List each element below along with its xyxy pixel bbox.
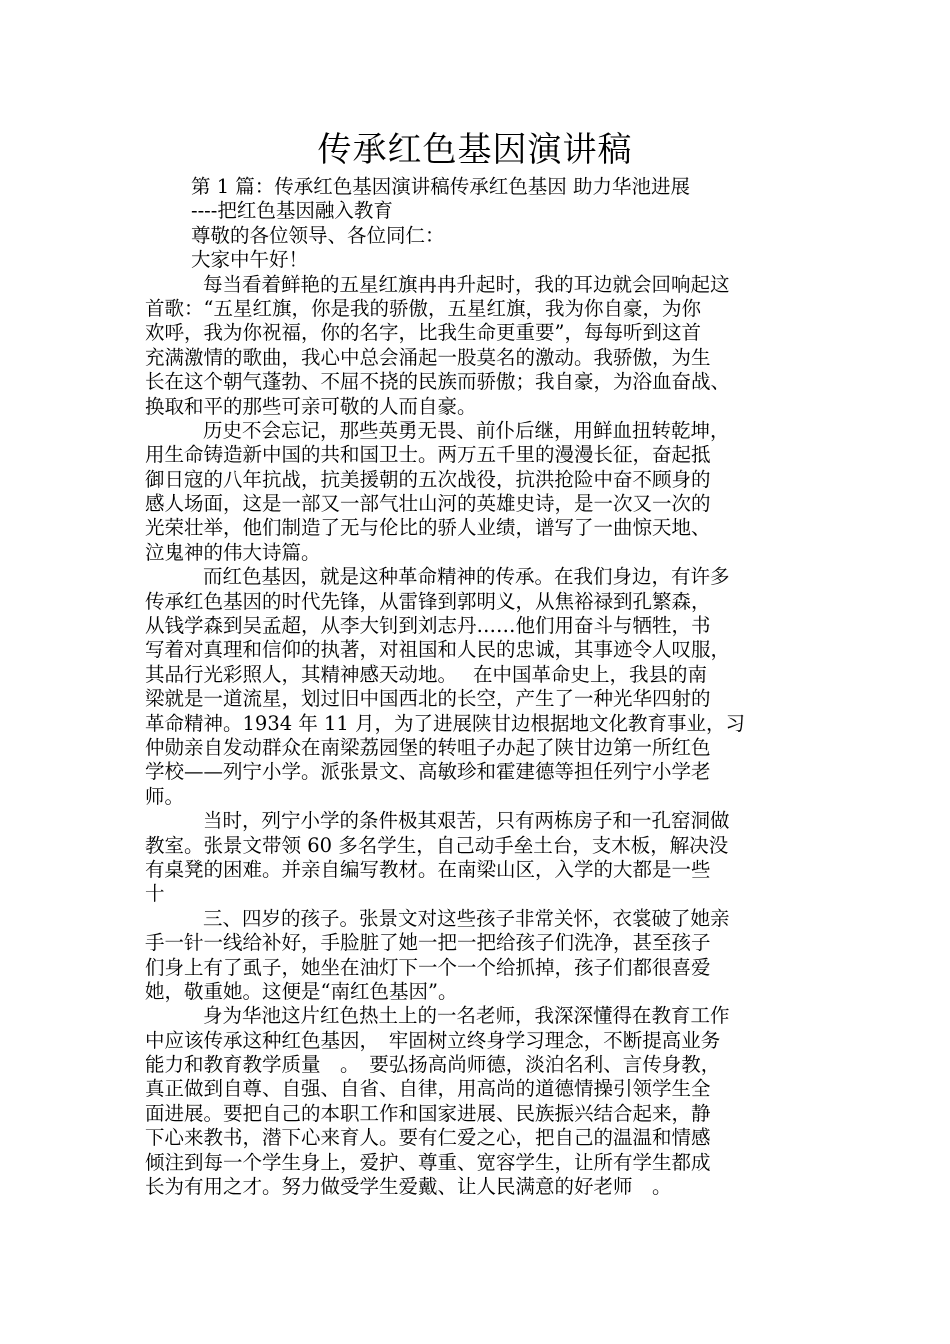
text-line: 传承红色基因的时代先锋，从雷锋到郭明义，从焦裕禄到孔繁森，	[145, 589, 711, 613]
text-line: 用生命铸造新中国的共和国卫士。两万五千里的漫漫长征，奋起抵	[145, 443, 711, 467]
text-line: 换取和平的那些可亲可敬的人而自豪。	[145, 394, 477, 418]
text-line: 革命精神。1934 年 11 月，为了进展陕甘边根据地文化教育事业，习	[145, 711, 746, 735]
document-title: 传承红色基因演讲稿	[317, 130, 633, 170]
text-line: 真正做到自尊、自强、自省、自律，用高尚的道德情操引领学生全	[145, 1077, 711, 1101]
text-line: 长在这个朝气蓬勃、不屈不挠的民族而骄傲；我自豪，为浴血奋战、	[145, 370, 731, 394]
text-line: 感人场面，这是一部又一部气壮山河的英雄史诗，是一次又一次的	[145, 492, 711, 516]
text-line: 能力和教育教学质量 。 要弘扬高尚师德，淡泊名利、言传身教，	[145, 1053, 721, 1077]
text-line: 师。	[145, 784, 185, 808]
text-line: 下心来教书，潜下心来育人。要有仁爱之心，把自己的温温和情感	[145, 1126, 711, 1150]
text-line: 学校——列宁小学。派张景文、高敏珍和霍建德等担任列宁小学老	[145, 760, 711, 784]
text-line: 第 1 篇：传承红色基因演讲稿传承红色基因 助力华池进展	[191, 175, 691, 198]
text-line: 她，敬重她。这便是“南红色基因”。	[145, 979, 458, 1003]
text-line: 有桌凳的困难。并亲自编写教材。在南梁山区，入学的大都是一些	[145, 857, 711, 881]
text-line: 手一针一线给补好，手脸脏了她一把一把给孩子们洗净，甚至孩子	[145, 931, 711, 955]
text-line: 梁就是一道流星，划过旧中国西北的长空，产生了一种光华四射的	[145, 687, 711, 711]
text-line: 三、四岁的孩子。张景文对这些孩子非常关怀，衣裳破了她亲	[203, 906, 730, 930]
text-line: 其品行光彩照人，其精神感天动地。 在中国革命史上，我县的南	[145, 662, 707, 686]
text-line: 中应该传承这种红色基因， 牢固树立终身学习理念，不断提高业务	[145, 1028, 721, 1052]
text-line: 尊敬的各位领导、各位同仁：	[191, 223, 445, 247]
text-line: 身为华池这片红色热土上的一名老师，我深深懂得在教育工作	[203, 1004, 730, 1028]
text-line: 每当看着鲜艳的五星红旗冉冉升起时，我的耳边就会回响起这	[203, 272, 730, 296]
text-line: 泣鬼神的伟大诗篇。	[145, 540, 321, 564]
text-line: 仲勋亲自发动群众在南梁荔园堡的转咀子办起了陕甘边第一所红色	[145, 735, 711, 759]
text-line: 首歌：“五星红旗，你是我的骄傲，五星红旗，我为你自豪，为你	[145, 296, 701, 320]
text-line: 充满激情的歌曲，我心中总会涌起一股莫名的激动。我骄傲，为生	[145, 345, 711, 369]
text-line: 十	[145, 882, 165, 906]
text-line: 长为有用之才。努力做受学生爱戴、让人民满意的好老师 。	[145, 1175, 672, 1199]
text-line: 而红色基因，就是这种革命精神的传承。在我们身边，有许多	[203, 565, 730, 589]
text-line: 御日寇的八年抗战，抗美援朝的五次战役，抗洪抢险中奋不顾身的	[145, 467, 711, 491]
text-line: 面进展。要把自己的本职工作和国家进展、民族振兴结合起来，静	[145, 1101, 711, 1125]
text-line: 倾注到每一个学生身上，爱护、尊重、宽容学生，让所有学生都成	[145, 1150, 711, 1174]
text-line: 从钱学森到吴孟超，从李大钊到刘志丹……他们用奋斗与牺牲，书	[145, 614, 711, 638]
document-body	[145, 175, 835, 1199]
text-line: 当时，列宁小学的条件极其艰苦，只有两栋房子和一孔窑洞做	[203, 809, 730, 833]
text-line: 欢呼，我为你祝福，你的名字，比我生命更重要”，每每听到这首	[145, 321, 701, 345]
text-line: 大家中午好！	[191, 248, 309, 272]
text-line: 写着对真理和信仰的执著，对祖国和人民的忠诚，其事迹令人叹服，	[145, 638, 731, 662]
text-line: ----把红色基因融入教育	[191, 199, 393, 223]
text-line: 们身上有了虱子，她坐在油灯下一个一个给抓掉，孩子们都很喜爱	[145, 955, 711, 979]
text-line: 历史不会忘记，那些英勇无畏、前仆后继，用鲜血扭转乾坤，	[203, 418, 730, 442]
text-line: 教室。张景文带领 60 多名学生，自己动手垒土台，支木板，解决没	[145, 833, 729, 857]
text-line: 光荣壮举，他们制造了无与伦比的骄人业绩，谱写了一曲惊天地、	[145, 516, 711, 540]
